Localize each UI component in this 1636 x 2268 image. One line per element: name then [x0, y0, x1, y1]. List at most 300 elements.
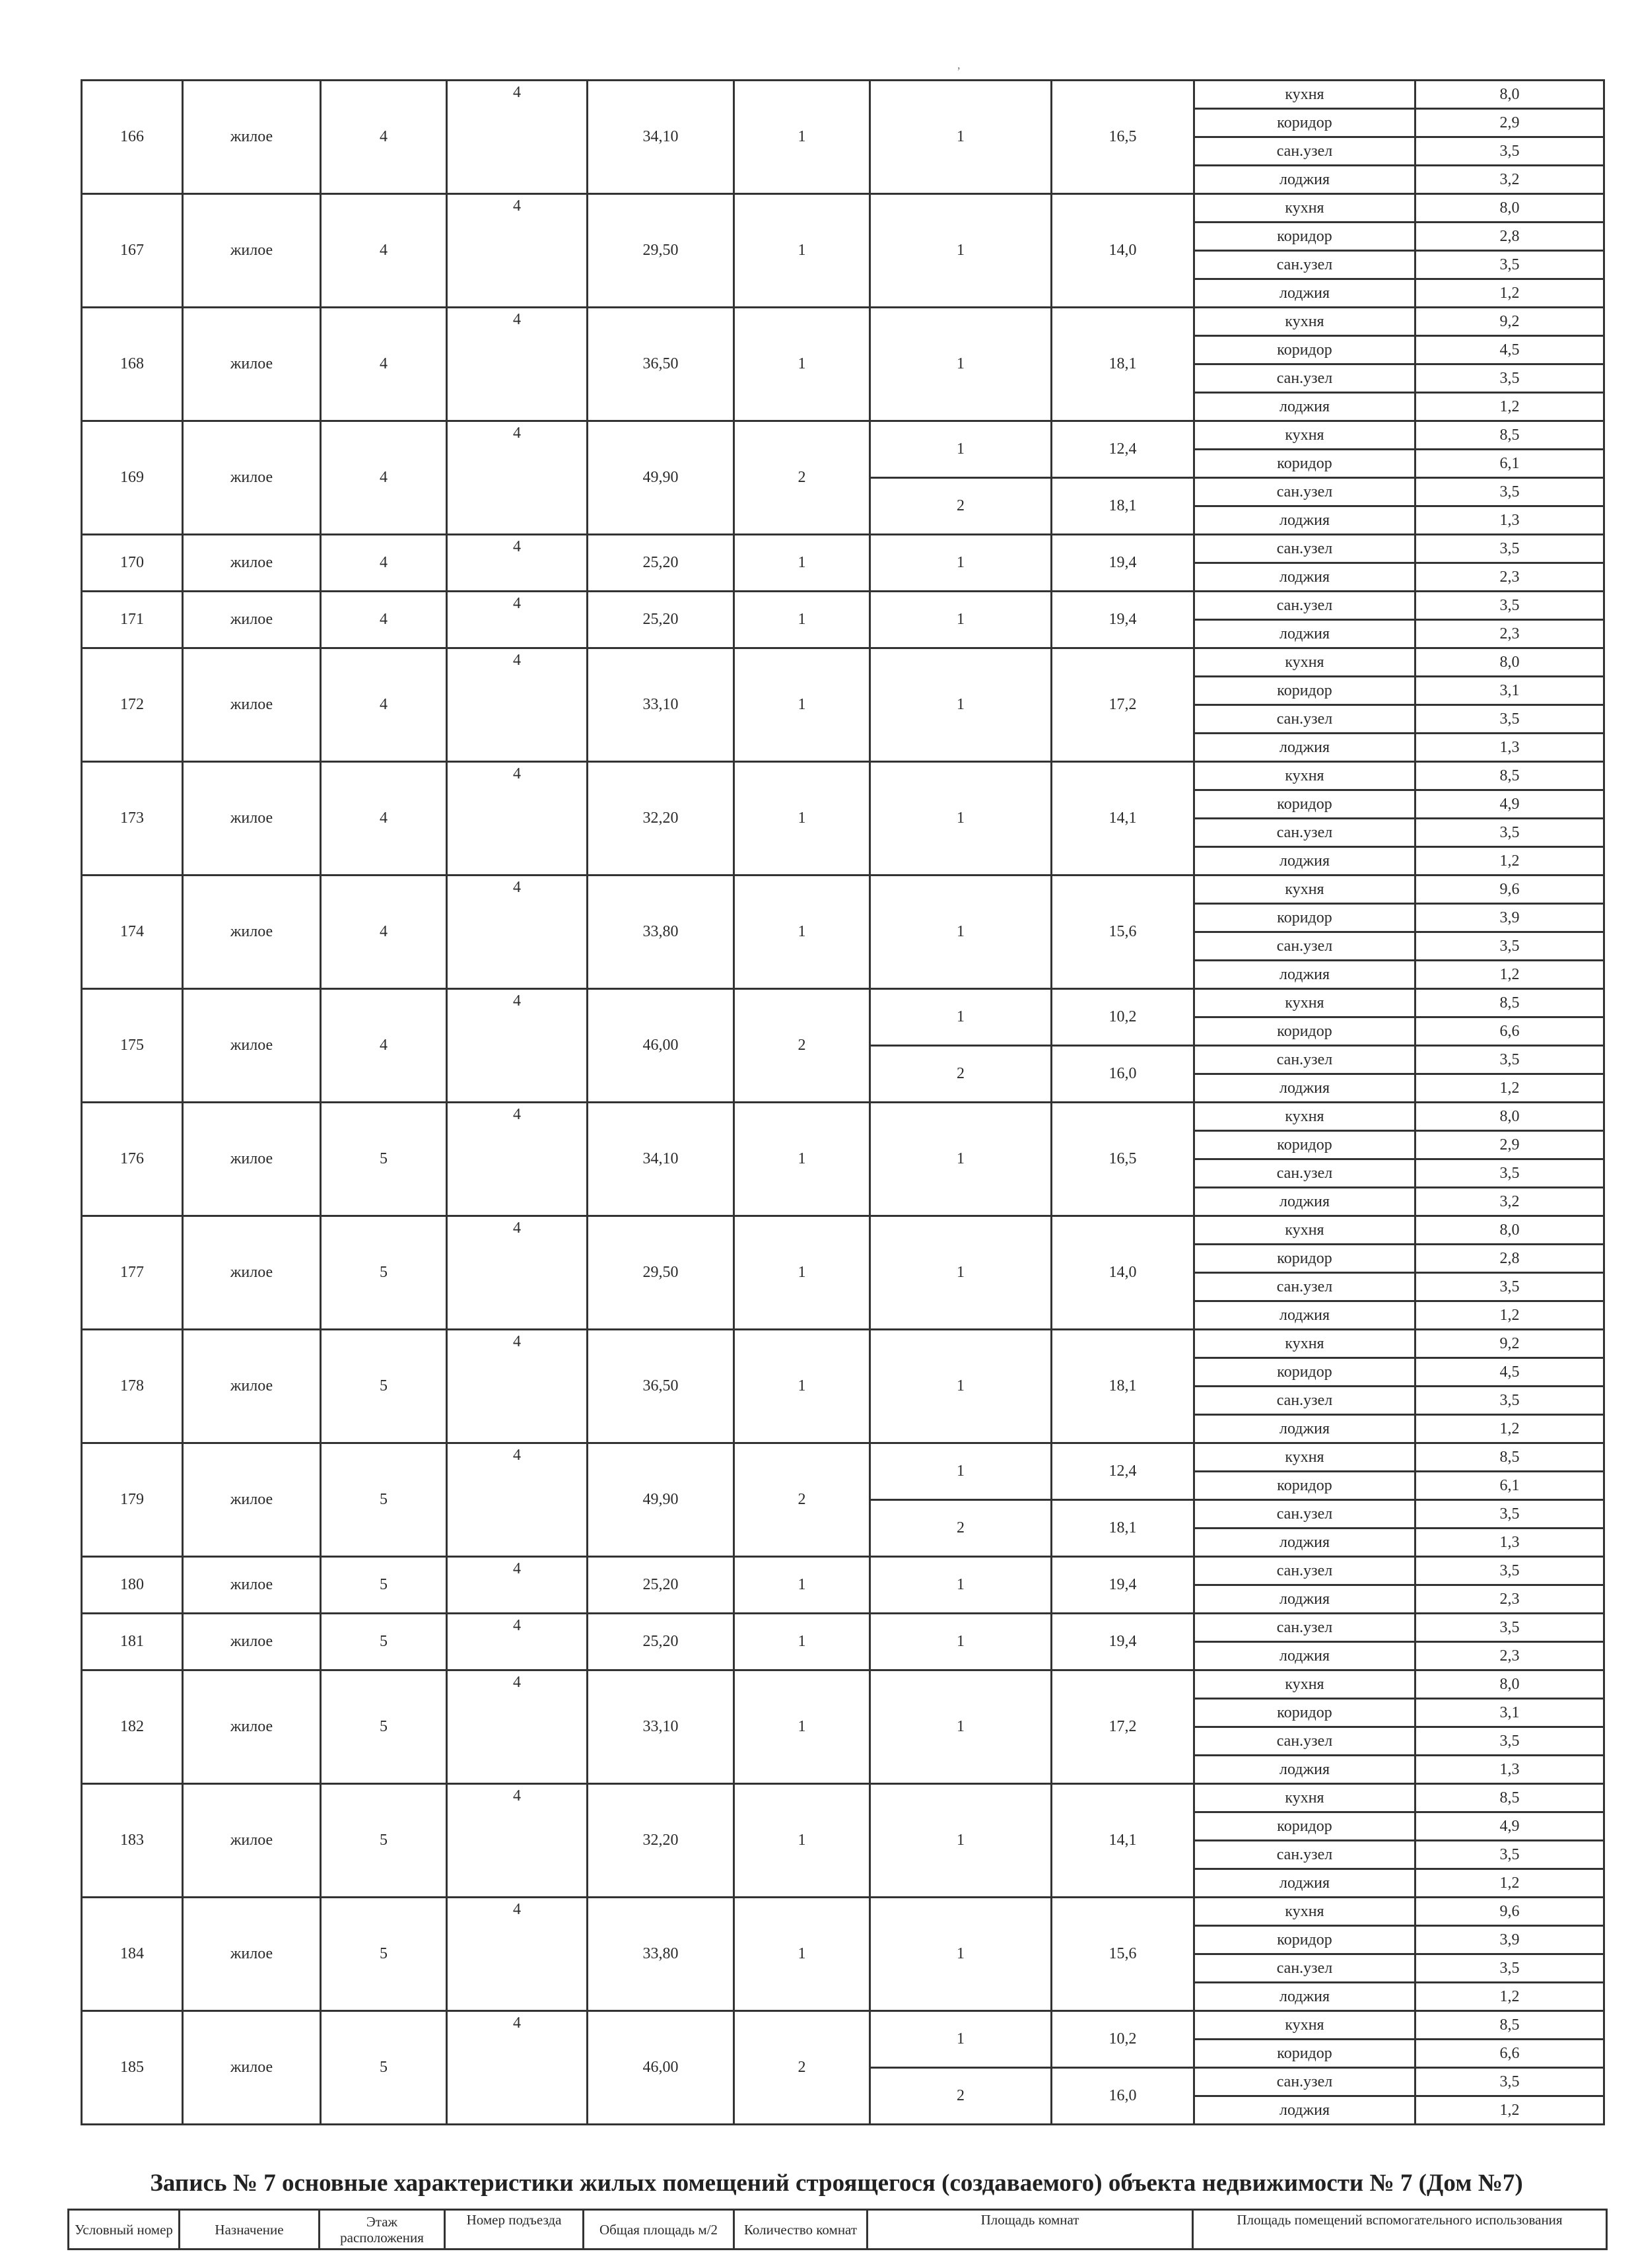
unit-purpose: жилое: [183, 1557, 321, 1614]
aux-room-name: сан.узел: [1194, 1557, 1415, 1585]
room-area: 19,4: [1052, 1557, 1194, 1614]
unit-total-area: 46,00: [588, 989, 734, 1103]
table-row: [82, 648, 1604, 677]
unit-entrance: 4: [447, 1330, 588, 1443]
aux-room-name: сан.узел: [1194, 2068, 1415, 2096]
unit-total-area: 29,50: [588, 194, 734, 308]
unit-number: 166: [82, 81, 183, 194]
table-row: [82, 1443, 1604, 1472]
unit-room-count: 1: [734, 762, 870, 876]
unit-entrance: 4: [447, 1443, 588, 1557]
unit-total-area: 34,10: [588, 81, 734, 194]
aux-room-area: 1,2: [1415, 1869, 1604, 1898]
unit-total-area: 32,20: [588, 1784, 734, 1898]
aux-room-name: сан.узел: [1194, 1500, 1415, 1529]
record-title: Запись № 7 основные характеристики жилых помещений строящегося (создаваемого) объекта недвижимости № 7 (Дом №7): [150, 2170, 1523, 2197]
aux-room-area: 3,5: [1415, 1841, 1604, 1869]
aux-room-area: 6,1: [1415, 1472, 1604, 1500]
aux-room-area: 3,5: [1415, 932, 1604, 961]
table-row: [82, 1103, 1604, 1131]
room-number: 1: [870, 421, 1052, 478]
unit-number: 172: [82, 648, 183, 762]
aux-room-area: 9,6: [1415, 876, 1604, 904]
unit-entrance: 4: [447, 2011, 588, 2125]
room-area: 12,4: [1052, 421, 1194, 478]
aux-room-area: 8,0: [1415, 81, 1604, 109]
room-area: 14,1: [1052, 762, 1194, 876]
unit-total-area: 33,10: [588, 648, 734, 762]
aux-room-area: 2,3: [1415, 1642, 1604, 1670]
aux-room-area: 1,2: [1415, 1301, 1604, 1330]
room-number: 1: [870, 81, 1052, 194]
unit-total-area: 25,20: [588, 535, 734, 592]
unit-purpose: жилое: [183, 535, 321, 592]
aux-room-name: лоджия: [1194, 1756, 1415, 1784]
aux-room-name: сан.узел: [1194, 1614, 1415, 1642]
aux-room-area: 1,2: [1415, 847, 1604, 876]
room-area: 17,2: [1052, 1670, 1194, 1784]
aux-room-area: 8,5: [1415, 2011, 1604, 2040]
aux-room-name: лоджия: [1194, 1301, 1415, 1330]
aux-room-name: коридор: [1194, 1245, 1415, 1273]
room-area: 16,0: [1052, 2068, 1194, 2125]
unit-total-area: 25,20: [588, 1557, 734, 1614]
room-number: 1: [870, 535, 1052, 592]
room-number: 1: [870, 1216, 1052, 1330]
room-number: 1: [870, 1103, 1052, 1216]
unit-entrance: 4: [447, 1557, 588, 1614]
unit-number: 183: [82, 1784, 183, 1898]
aux-room-name: кухня: [1194, 2011, 1415, 2040]
aux-room-name: кухня: [1194, 876, 1415, 904]
room-area: 14,0: [1052, 194, 1194, 308]
aux-room-area: 6,1: [1415, 450, 1604, 478]
unit-floor: 4: [321, 308, 447, 421]
room-area: 15,6: [1052, 876, 1194, 989]
aux-room-name: коридор: [1194, 1812, 1415, 1841]
aux-room-name: лоджия: [1194, 1983, 1415, 2011]
unit-entrance: 4: [447, 81, 588, 194]
room-number: 1: [870, 1443, 1052, 1500]
aux-room-area: 2,3: [1415, 620, 1604, 648]
unit-total-area: 33,10: [588, 1670, 734, 1784]
unit-floor: 5: [321, 1443, 447, 1557]
unit-entrance: 4: [447, 1614, 588, 1670]
aux-room-name: коридор: [1194, 1472, 1415, 1500]
unit-room-count: 2: [734, 421, 870, 535]
aux-room-name: кухня: [1194, 1898, 1415, 1926]
aux-room-area: 8,0: [1415, 1216, 1604, 1245]
aux-room-area: 3,5: [1415, 1614, 1604, 1642]
aux-room-area: 2,8: [1415, 223, 1604, 251]
room-area: 19,4: [1052, 1614, 1194, 1670]
room-area: 18,1: [1052, 478, 1194, 535]
room-number: 1: [870, 1614, 1052, 1670]
unit-total-area: 33,80: [588, 876, 734, 989]
room-number: 1: [870, 308, 1052, 421]
unit-room-count: 1: [734, 648, 870, 762]
table-row: [82, 1330, 1604, 1358]
unit-floor: 5: [321, 1330, 447, 1443]
unit-room-count: 1: [734, 1330, 870, 1443]
unit-room-count: 1: [734, 1103, 870, 1216]
unit-entrance: 4: [447, 194, 588, 308]
aux-room-name: сан.узел: [1194, 1841, 1415, 1869]
aux-room-name: лоджия: [1194, 961, 1415, 989]
unit-purpose: жилое: [183, 1330, 321, 1443]
aux-room-area: 4,5: [1415, 1358, 1604, 1387]
unit-purpose: жилое: [183, 592, 321, 648]
aux-room-area: 1,2: [1415, 2096, 1604, 2125]
aux-room-area: 3,5: [1415, 535, 1604, 563]
aux-room-name: лоджия: [1194, 1585, 1415, 1614]
aux-room-name: сан.узел: [1194, 1273, 1415, 1301]
unit-purpose: жилое: [183, 1784, 321, 1898]
unit-room-count: 1: [734, 194, 870, 308]
unit-floor: 5: [321, 1103, 447, 1216]
unit-floor: 4: [321, 421, 447, 535]
header-area: Общая площадь м/2: [584, 2210, 734, 2250]
unit-total-area: 49,90: [588, 421, 734, 535]
aux-room-name: сан.узел: [1194, 1046, 1415, 1074]
aux-room-area: 8,0: [1415, 1670, 1604, 1699]
aux-room-name: сан.узел: [1194, 478, 1415, 506]
unit-total-area: 49,90: [588, 1443, 734, 1557]
aux-room-area: 3,9: [1415, 1926, 1604, 1954]
aux-room-area: 1,3: [1415, 1529, 1604, 1557]
aux-room-area: 3,5: [1415, 364, 1604, 393]
unit-floor: 4: [321, 989, 447, 1103]
room-number: 1: [870, 1784, 1052, 1898]
header-entrance: Номер подъезда: [445, 2210, 584, 2250]
aux-room-name: коридор: [1194, 904, 1415, 932]
aux-room-area: 3,5: [1415, 1046, 1604, 1074]
unit-floor: 5: [321, 1670, 447, 1784]
aux-room-area: 1,3: [1415, 1756, 1604, 1784]
aux-room-name: лоджия: [1194, 506, 1415, 535]
aux-room-name: коридор: [1194, 677, 1415, 705]
table-row: [82, 421, 1604, 450]
aux-room-area: 9,6: [1415, 1898, 1604, 1926]
unit-purpose: жилое: [183, 648, 321, 762]
unit-number: 171: [82, 592, 183, 648]
unit-room-count: 1: [734, 1216, 870, 1330]
unit-number: 177: [82, 1216, 183, 1330]
scan-mark: ,: [957, 58, 961, 71]
room-area: 12,4: [1052, 1443, 1194, 1500]
room-area: 18,1: [1052, 308, 1194, 421]
aux-room-area: 8,0: [1415, 194, 1604, 223]
aux-room-name: лоджия: [1194, 393, 1415, 421]
aux-room-area: 2,3: [1415, 563, 1604, 592]
unit-floor: 4: [321, 592, 447, 648]
table-row: [82, 1614, 1604, 1642]
unit-room-count: 1: [734, 876, 870, 989]
aux-room-name: сан.узел: [1194, 819, 1415, 847]
table-row: [82, 1898, 1604, 1926]
table-row: [82, 194, 1604, 223]
aux-room-area: 3,5: [1415, 478, 1604, 506]
aux-room-name: сан.узел: [1194, 1727, 1415, 1756]
unit-purpose: жилое: [183, 1103, 321, 1216]
unit-number: 178: [82, 1330, 183, 1443]
unit-floor: 5: [321, 1614, 447, 1670]
room-area: 16,5: [1052, 1103, 1194, 1216]
aux-room-area: 2,9: [1415, 1131, 1604, 1159]
aux-room-name: кухня: [1194, 1443, 1415, 1472]
unit-number: 185: [82, 2011, 183, 2125]
room-area: 10,2: [1052, 2011, 1194, 2068]
table-row: [82, 1670, 1604, 1699]
aux-room-name: коридор: [1194, 450, 1415, 478]
aux-room-area: 8,5: [1415, 989, 1604, 1017]
room-area: 16,5: [1052, 81, 1194, 194]
unit-number: 180: [82, 1557, 183, 1614]
unit-purpose: жилое: [183, 1216, 321, 1330]
aux-room-name: коридор: [1194, 1926, 1415, 1954]
unit-purpose: жилое: [183, 1443, 321, 1557]
aux-room-area: 1,2: [1415, 961, 1604, 989]
unit-floor: 4: [321, 81, 447, 194]
room-number: 2: [870, 1500, 1052, 1557]
aux-room-area: 8,0: [1415, 1103, 1604, 1131]
table-row: [82, 81, 1604, 109]
table-row: [82, 592, 1604, 620]
aux-room-name: сан.узел: [1194, 592, 1415, 620]
aux-room-area: 4,5: [1415, 336, 1604, 364]
aux-room-name: кухня: [1194, 1216, 1415, 1245]
unit-number: 176: [82, 1103, 183, 1216]
unit-floor: 4: [321, 648, 447, 762]
aux-room-area: 3,5: [1415, 251, 1604, 279]
aux-room-name: кухня: [1194, 989, 1415, 1017]
unit-room-count: 2: [734, 2011, 870, 2125]
aux-room-name: лоджия: [1194, 1869, 1415, 1898]
header-aux-area: Площадь помещений вспомогательного использования: [1193, 2210, 1607, 2250]
aux-room-name: кухня: [1194, 194, 1415, 223]
unit-number: 175: [82, 989, 183, 1103]
header-purpose: Назначение: [180, 2210, 320, 2250]
unit-entrance: 4: [447, 876, 588, 989]
unit-room-count: 1: [734, 308, 870, 421]
unit-entrance: 4: [447, 1784, 588, 1898]
room-number: 1: [870, 1670, 1052, 1784]
aux-room-area: 3,5: [1415, 1387, 1604, 1415]
aux-room-area: 3,5: [1415, 2068, 1604, 2096]
aux-room-area: 1,2: [1415, 393, 1604, 421]
aux-room-name: сан.узел: [1194, 535, 1415, 563]
aux-room-area: 1,2: [1415, 1415, 1604, 1443]
unit-number: 174: [82, 876, 183, 989]
room-area: 15,6: [1052, 1898, 1194, 2011]
aux-room-area: 3,5: [1415, 1954, 1604, 1983]
aux-room-area: 3,5: [1415, 705, 1604, 734]
unit-purpose: жилое: [183, 762, 321, 876]
aux-room-name: сан.узел: [1194, 932, 1415, 961]
unit-number: 182: [82, 1670, 183, 1784]
aux-room-area: 1,3: [1415, 734, 1604, 762]
unit-purpose: жилое: [183, 194, 321, 308]
unit-room-count: 1: [734, 1784, 870, 1898]
unit-floor: 5: [321, 1557, 447, 1614]
unit-number: 170: [82, 535, 183, 592]
table-row: [82, 308, 1604, 336]
room-area: 19,4: [1052, 592, 1194, 648]
aux-room-area: 3,9: [1415, 904, 1604, 932]
unit-room-count: 1: [734, 1557, 870, 1614]
aux-room-area: 3,5: [1415, 137, 1604, 166]
unit-purpose: жилое: [183, 308, 321, 421]
aux-room-area: 8,5: [1415, 1443, 1604, 1472]
room-number: 1: [870, 1330, 1052, 1443]
aux-room-name: кухня: [1194, 308, 1415, 336]
unit-entrance: 4: [447, 762, 588, 876]
aux-room-name: лоджия: [1194, 1188, 1415, 1216]
aux-room-name: коридор: [1194, 790, 1415, 819]
aux-room-area: 8,5: [1415, 421, 1604, 450]
table-row: [82, 989, 1604, 1017]
unit-entrance: 4: [447, 308, 588, 421]
record-header-table: [67, 2209, 1608, 2250]
aux-room-name: сан.узел: [1194, 364, 1415, 393]
aux-room-name: коридор: [1194, 1358, 1415, 1387]
room-number: 1: [870, 989, 1052, 1046]
aux-room-area: 2,9: [1415, 109, 1604, 137]
unit-total-area: 29,50: [588, 1216, 734, 1330]
unit-purpose: жилое: [183, 2011, 321, 2125]
aux-room-area: 3,5: [1415, 1159, 1604, 1188]
aux-room-name: коридор: [1194, 336, 1415, 364]
aux-room-area: 2,8: [1415, 1245, 1604, 1273]
aux-room-name: кухня: [1194, 1330, 1415, 1358]
unit-number: 169: [82, 421, 183, 535]
aux-room-name: сан.узел: [1194, 1159, 1415, 1188]
unit-purpose: жилое: [183, 989, 321, 1103]
table-row: [82, 1216, 1604, 1245]
unit-total-area: 33,80: [588, 1898, 734, 2011]
unit-entrance: 4: [447, 1103, 588, 1216]
room-area: 16,0: [1052, 1046, 1194, 1103]
unit-total-area: 32,20: [588, 762, 734, 876]
unit-purpose: жилое: [183, 81, 321, 194]
unit-room-count: 2: [734, 989, 870, 1103]
unit-room-count: 1: [734, 1898, 870, 2011]
aux-room-name: кухня: [1194, 648, 1415, 677]
aux-room-name: кухня: [1194, 1670, 1415, 1699]
aux-room-name: сан.узел: [1194, 705, 1415, 734]
table-row: [82, 1557, 1604, 1585]
aux-room-area: 3,5: [1415, 1727, 1604, 1756]
unit-room-count: 1: [734, 1670, 870, 1784]
room-number: 1: [870, 592, 1052, 648]
aux-room-area: 1,3: [1415, 506, 1604, 535]
unit-floor: 5: [321, 2011, 447, 2125]
aux-room-area: 6,6: [1415, 2040, 1604, 2068]
aux-room-area: 6,6: [1415, 1017, 1604, 1046]
room-number: 2: [870, 2068, 1052, 2125]
aux-room-name: кухня: [1194, 762, 1415, 790]
room-area: 10,2: [1052, 989, 1194, 1046]
room-area: 19,4: [1052, 535, 1194, 592]
unit-purpose: жилое: [183, 876, 321, 989]
unit-room-count: 1: [734, 535, 870, 592]
aux-room-name: лоджия: [1194, 734, 1415, 762]
unit-entrance: 4: [447, 989, 588, 1103]
aux-room-name: лоджия: [1194, 563, 1415, 592]
aux-room-area: 8,5: [1415, 762, 1604, 790]
aux-room-area: 3,1: [1415, 1699, 1604, 1727]
aux-room-name: лоджия: [1194, 279, 1415, 308]
aux-room-area: 3,5: [1415, 1500, 1604, 1529]
unit-total-area: 46,00: [588, 2011, 734, 2125]
unit-number: 179: [82, 1443, 183, 1557]
unit-total-area: 25,20: [588, 1614, 734, 1670]
unit-entrance: 4: [447, 1216, 588, 1330]
room-number: 2: [870, 1046, 1052, 1103]
table-row: [82, 876, 1604, 904]
room-area: 18,1: [1052, 1500, 1194, 1557]
unit-entrance: 4: [447, 535, 588, 592]
unit-floor: 5: [321, 1216, 447, 1330]
unit-room-count: 2: [734, 1443, 870, 1557]
unit-total-area: 36,50: [588, 308, 734, 421]
aux-room-name: кухня: [1194, 1784, 1415, 1812]
aux-room-name: сан.узел: [1194, 251, 1415, 279]
aux-room-name: кухня: [1194, 421, 1415, 450]
unit-purpose: жилое: [183, 1614, 321, 1670]
aux-room-name: сан.узел: [1194, 1954, 1415, 1983]
aux-room-name: лоджия: [1194, 1529, 1415, 1557]
aux-room-area: 3,2: [1415, 1188, 1604, 1216]
unit-number: 168: [82, 308, 183, 421]
aux-room-area: 3,5: [1415, 1557, 1604, 1585]
table-row: [82, 762, 1604, 790]
unit-total-area: 34,10: [588, 1103, 734, 1216]
unit-floor: 4: [321, 535, 447, 592]
unit-floor: 4: [321, 762, 447, 876]
unit-total-area: 36,50: [588, 1330, 734, 1443]
unit-number: 184: [82, 1898, 183, 2011]
room-number: 1: [870, 2011, 1052, 2068]
unit-purpose: жилое: [183, 1670, 321, 1784]
aux-room-name: лоджия: [1194, 2096, 1415, 2125]
unit-floor: 5: [321, 1784, 447, 1898]
aux-room-area: 3,2: [1415, 166, 1604, 194]
room-number: 1: [870, 1898, 1052, 2011]
aux-room-name: лоджия: [1194, 1415, 1415, 1443]
apartments-table: [81, 79, 1605, 2125]
unit-total-area: 25,20: [588, 592, 734, 648]
unit-entrance: 4: [447, 1670, 588, 1784]
aux-room-name: лоджия: [1194, 847, 1415, 876]
aux-room-area: 1,2: [1415, 279, 1604, 308]
unit-entrance: 4: [447, 648, 588, 762]
unit-number: 181: [82, 1614, 183, 1670]
aux-room-name: лоджия: [1194, 1642, 1415, 1670]
header-room-area: Площадь комнат: [868, 2210, 1193, 2250]
table-row: [82, 535, 1604, 563]
unit-room-count: 1: [734, 1614, 870, 1670]
room-area: 14,1: [1052, 1784, 1194, 1898]
aux-room-name: сан.узел: [1194, 1387, 1415, 1415]
unit-floor: 4: [321, 876, 447, 989]
aux-room-name: коридор: [1194, 1017, 1415, 1046]
room-number: 1: [870, 194, 1052, 308]
unit-entrance: 4: [447, 592, 588, 648]
unit-entrance: 4: [447, 421, 588, 535]
table-row: [82, 1784, 1604, 1812]
unit-room-count: 1: [734, 81, 870, 194]
